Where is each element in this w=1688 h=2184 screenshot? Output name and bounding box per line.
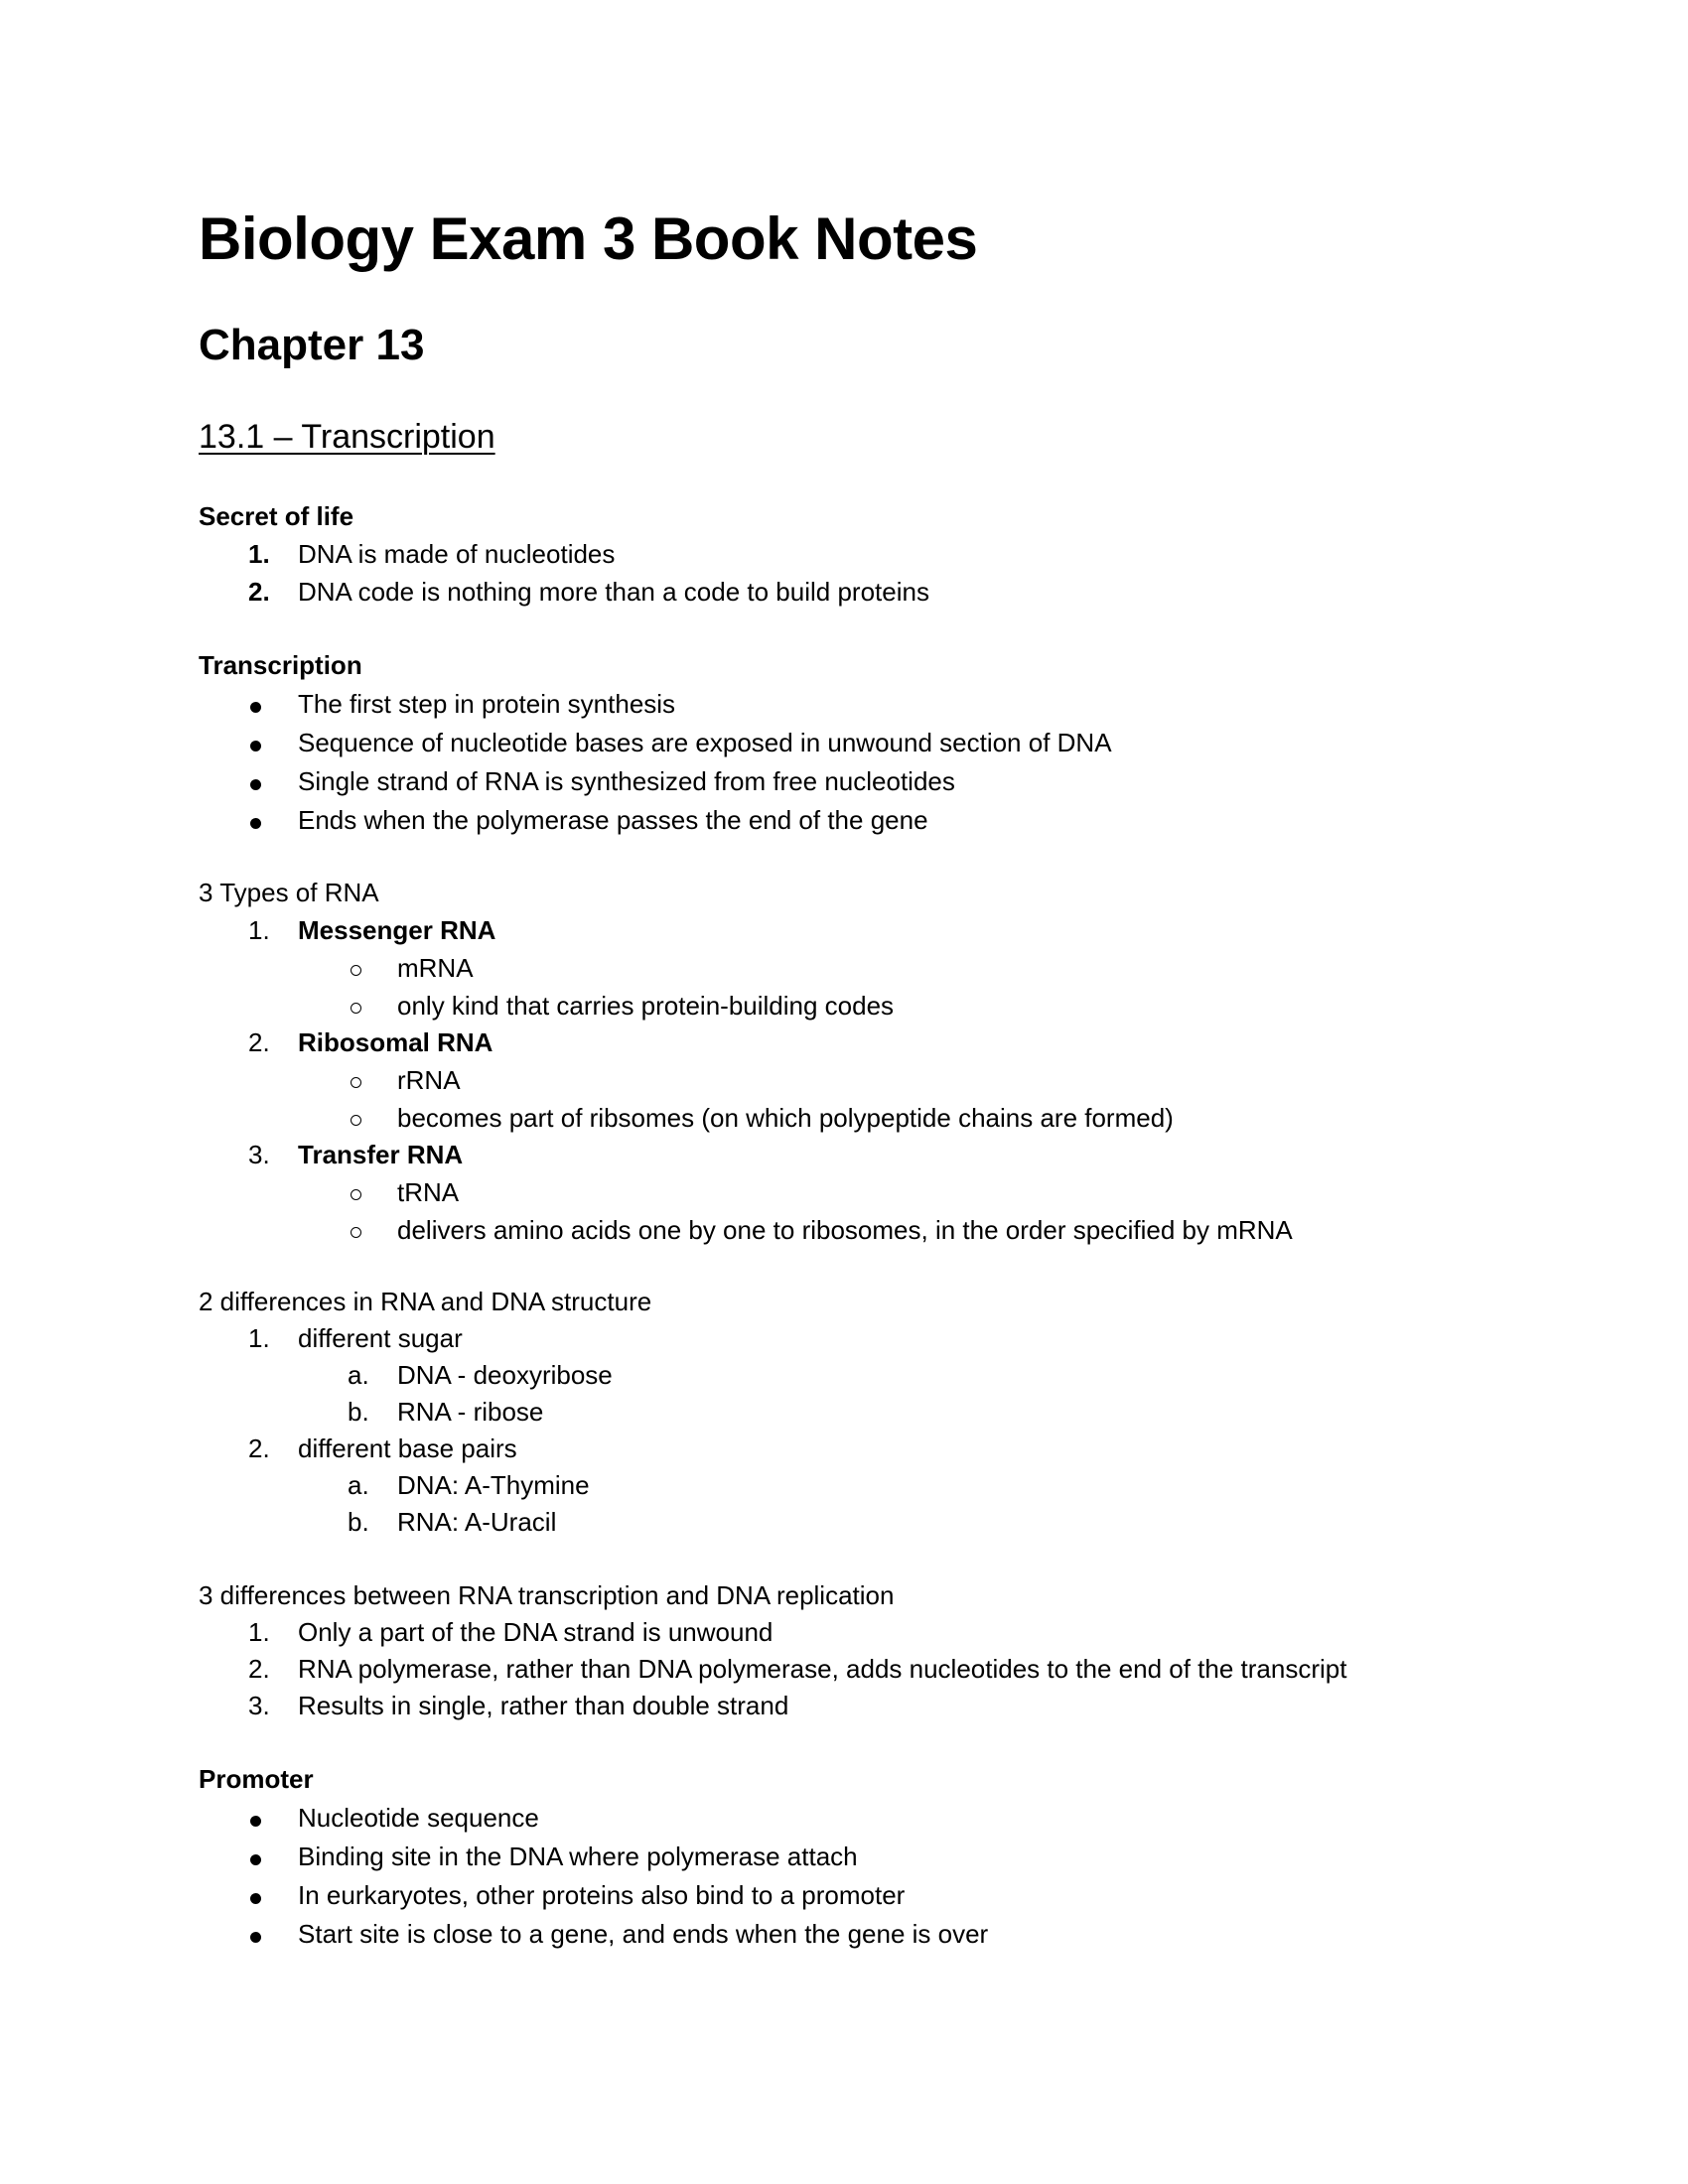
list-marker: 2. [248,1654,270,1684]
circle-bullet-icon [351,1227,361,1238]
bullet-icon [250,741,261,751]
document-title: Biology Exam 3 Book Notes [199,205,978,272]
list-item: Transfer RNA [298,1140,464,1169]
bullet-icon [250,1854,261,1865]
list-item: Messenger RNA [298,915,496,945]
sub-list-marker: b. [348,1397,369,1427]
list-marker: 1. [248,1617,270,1647]
sub-list-item: RNA: A-Uracil [397,1507,557,1537]
heading-promoter: Promoter [199,1764,314,1794]
list-marker: 2. [248,1433,270,1463]
list-marker: 2. [248,577,270,607]
list-item: Nucleotide sequence [298,1803,539,1833]
sub-list-item: rRNA [397,1065,461,1095]
chapter-heading: Chapter 13 [199,321,425,369]
circle-bullet-icon [351,1189,361,1200]
list-item: Ends when the polymerase passes the end of the gene [298,805,928,835]
list-item: RNA polymerase, rather than DNA polymerase, adds nucleotides to the end of the transcript [298,1654,1347,1684]
heading-secret-of-life: Secret of life [199,501,354,531]
sub-list-item: delivers amino acids one by one to ribosomes, in the order specified by mRNA [397,1215,1293,1245]
list-item: different base pairs [298,1433,517,1463]
bullet-icon [250,702,261,713]
heading-transcription: Transcription [199,650,362,680]
bullet-icon [250,1816,261,1827]
list-item: DNA is made of nucleotides [298,539,616,569]
sub-list-marker: a. [348,1470,369,1500]
list-item: Only a part of the DNA strand is unwound [298,1617,774,1647]
list-item: In eurkaryotes, other proteins also bind to a promoter [298,1880,906,1910]
bullet-icon [250,818,261,829]
list-marker: 1. [248,915,270,945]
list-item: Single strand of RNA is synthesized from free nucleotides [298,766,955,796]
heading-rna-types: 3 Types of RNA [199,878,379,907]
list-item: Start site is close to a gene, and ends when the gene is over [298,1919,989,1949]
section-heading: 13.1 – Transcription [199,418,495,456]
list-marker: 1. [248,1323,270,1353]
circle-bullet-icon [351,965,361,976]
circle-bullet-icon [351,1077,361,1088]
list-item: Binding site in the DNA where polymerase attach [298,1842,858,1871]
sub-list-item: mRNA [397,953,474,983]
sub-list-item: tRNA [397,1177,460,1207]
list-marker: 3. [248,1691,270,1720]
list-marker: 2. [248,1027,270,1057]
circle-bullet-icon [351,1115,361,1126]
list-marker: 3. [248,1140,270,1169]
sub-list-item: RNA - ribose [397,1397,544,1427]
heading-process-differences: 3 differences between RNA transcription and DNA replication [199,1580,895,1610]
circle-bullet-icon [351,1003,361,1014]
heading-structure-differences: 2 differences in RNA and DNA structure [199,1287,652,1316]
list-item: DNA code is nothing more than a code to build proteins [298,577,929,607]
bullet-icon [250,1893,261,1904]
sub-list-item: DNA: A-Thymine [397,1470,590,1500]
list-item: Ribosomal RNA [298,1027,493,1057]
bullet-icon [250,1932,261,1943]
list-item: Sequence of nucleotide bases are exposed in unwound section of DNA [298,728,1112,757]
sub-list-item: DNA - deoxyribose [397,1360,613,1390]
bullet-icon [250,779,261,790]
list-item: The first step in protein synthesis [298,689,676,719]
sub-list-item: becomes part of ribsomes (on which polypeptide chains are formed) [397,1103,1174,1133]
sub-list-marker: a. [348,1360,369,1390]
list-marker: 1. [248,539,270,569]
sub-list-item: only kind that carries protein-building codes [397,991,895,1021]
list-item: different sugar [298,1323,463,1353]
sub-list-marker: b. [348,1507,369,1537]
list-item: Results in single, rather than double strand [298,1691,789,1720]
